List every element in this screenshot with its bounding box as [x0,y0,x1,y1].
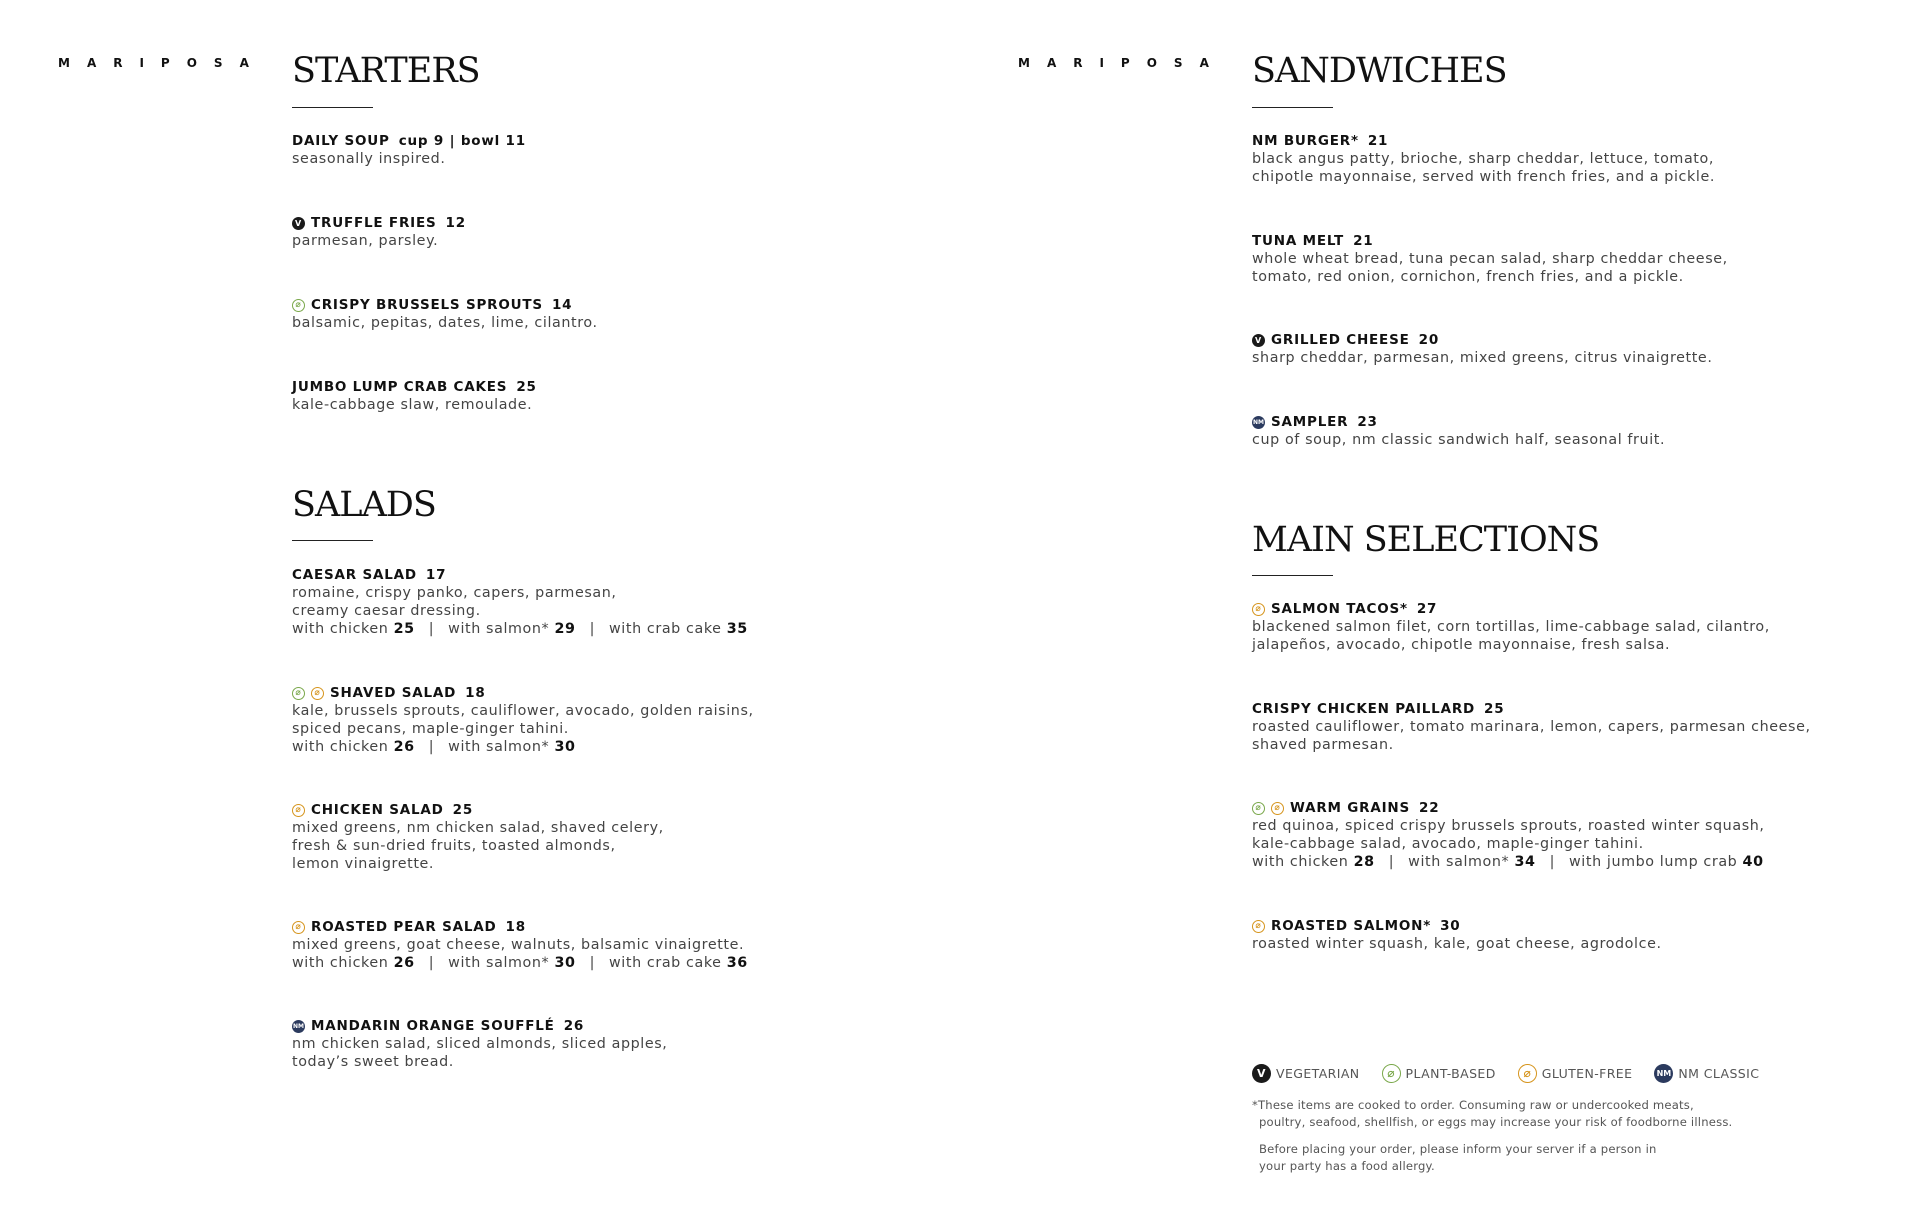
item-name: TRUFFLE FRIES [311,215,437,231]
addon-price: 36 [726,955,748,971]
item-description: chipotle mayonnaise, served with french fries, and a pickle. [1252,169,1715,185]
menu-item-daily-soup [292,132,932,168]
menu-item-grilled-cheese [1252,331,1892,367]
item-addons [292,954,932,972]
legend-nm-classic [1654,1064,1759,1083]
vegetarian-icon: V [1252,1064,1271,1083]
gluten-free-icon: ⌀ [311,687,324,700]
section-divider [1252,107,1333,108]
legend-vegetarian [1252,1064,1360,1083]
item-name: NM BURGER* [1252,133,1359,149]
item-description: mixed greens, nm chicken salad, shaved celery, [292,820,664,836]
item-price: 18 [505,919,526,935]
legend-label: GLUTEN-FREE [1541,1066,1633,1081]
item-price: 27 [1416,601,1438,617]
item-name: TUNA MELT [1252,233,1345,249]
addon-separator: | [1549,854,1555,870]
allergy-line: your party has a food allergy. [1259,1159,1435,1173]
item-description: lemon vinaigrette. [292,856,435,872]
item-name: CRISPY BRUSSELS SPROUTS [311,297,543,313]
nm-classic-icon: NM [292,1020,305,1033]
item-description: romaine, crispy panko, capers, parmesan, [292,585,617,601]
item-name: DAILY SOUP [292,133,390,149]
addon-separator: | [1388,854,1395,870]
item-name: ROASTED SALMON* [1271,918,1432,934]
item-description: parmesan, parsley. [292,233,439,249]
item-name: GRILLED CHEESE [1271,332,1410,348]
item-name: CHICKEN SALAD [311,802,444,818]
addon-price: 26 [393,955,415,971]
legend-plant-based [1382,1064,1496,1083]
item-description: nm chicken salad, sliced almonds, sliced apples, [292,1036,668,1052]
mariposa-logo: MARIPOSA [58,56,266,70]
item-price: 20 [1418,332,1440,348]
item-price: 25 [1484,701,1505,717]
allergy-line: Before placing your order, please inform your server if a person in [1259,1142,1657,1156]
item-description: kale, brussels sprouts, cauliflower, avocado, golden raisins, [292,703,754,719]
item-description: mixed greens, goat cheese, walnuts, balsamic vinaigrette. [292,937,745,953]
item-description: sharp cheddar, parmesan, mixed greens, citrus vinaigrette. [1252,350,1713,366]
section-title-main-selections: MAIN SELECTIONS [1252,520,1600,560]
gluten-free-icon: ⌀ [1271,802,1284,815]
addon-price: 35 [726,621,748,637]
gluten-free-icon: ⌀ [1252,920,1265,933]
item-description: cup of soup, nm classic sandwich half, seasonal fruit. [1252,432,1666,448]
item-addons [292,620,932,638]
menu-item-sampler [1252,413,1892,449]
section-divider [1252,575,1333,576]
item-addons [292,738,932,756]
item-description: shaved parmesan. [1252,737,1394,753]
item-price: 14 [551,297,573,313]
legend-gluten-free [1518,1064,1633,1083]
item-name: SAMPLER [1271,414,1349,430]
item-description: roasted cauliflower, tomato marinara, lemon, capers, parmesan cheese, [1252,719,1811,735]
item-name: WARM GRAINS [1290,800,1411,816]
nm-classic-icon: NM [1654,1064,1673,1083]
addon-separator: | [428,739,435,755]
item-description: today’s sweet bread. [292,1054,454,1070]
item-description: black angus patty, brioche, sharp cheddar, lettuce, tomato, [1252,151,1715,167]
gluten-free-icon: ⌀ [292,921,305,934]
addon-price: 25 [393,621,415,637]
addon-label: with salmon* [448,739,550,755]
item-price: 21 [1367,133,1389,149]
menu-item-roasted-salmon [1252,917,1892,953]
raw-food-advisory [1252,1097,1812,1131]
item-description: red quinoa, spiced crispy brussels sprouts, roasted winter squash, [1252,818,1765,834]
addon-separator: | [589,955,595,971]
item-name: SHAVED SALAD [330,685,457,701]
addon-price: 40 [1742,854,1764,870]
legend-label: VEGETARIAN [1276,1066,1360,1081]
section-divider [292,107,373,108]
item-name: JUMBO LUMP CRAB CAKES [292,379,508,395]
plant-based-icon: ⌀ [1382,1064,1401,1083]
addon-separator: | [428,621,435,637]
item-description: seasonally inspired. [292,151,446,167]
menu-item-jumbo-lump-crab-cakes [292,378,932,414]
dietary-legend [1252,1064,1781,1083]
item-description: tomato, red onion, cornichon, french fries, and a pickle. [1252,269,1684,285]
menu-item-crispy-chicken-paillard [1252,700,1892,754]
item-description: kale-cabbage salad, avocado, maple-ginger tahini. [1252,836,1644,852]
advisory-line: *These items are cooked to order. Consuming raw or undercooked meats, [1252,1098,1694,1112]
nm-classic-icon: NM [1252,416,1265,429]
item-description: roasted winter squash, kale, goat cheese, agrodolce. [1252,936,1662,952]
menu-item-truffle-fries [292,214,932,250]
addon-price: 26 [393,739,415,755]
item-name: ROASTED PEAR SALAD [311,919,497,935]
menu-item-chicken-salad [292,801,932,873]
addon-price: 34 [1514,854,1536,870]
addon-label: with salmon* [448,955,550,971]
legend-label: PLANT-BASED [1405,1066,1496,1081]
addon-label: with chicken [292,621,389,637]
addon-price: 29 [554,621,576,637]
section-title-sandwiches: SANDWICHES [1252,51,1507,91]
addon-price: 30 [554,739,576,755]
item-name: SALMON TACOS* [1271,601,1408,617]
addon-label: with jumbo lump crab [1569,854,1738,870]
menu-item-caesar-salad [292,566,932,638]
addon-label: with salmon* [448,621,550,637]
vegetarian-icon: V [1252,334,1265,347]
item-description: balsamic, pepitas, dates, lime, cilantro. [292,315,598,331]
addon-label: with salmon* [1408,854,1510,870]
addon-label: with chicken [1252,854,1349,870]
section-title-salads: SALADS [292,485,436,525]
addon-label: with chicken [292,739,389,755]
item-price: 17 [425,567,447,583]
item-description: kale-cabbage slaw, remoulade. [292,397,533,413]
allergy-notice [1252,1141,1812,1175]
item-name: CAESAR SALAD [292,567,417,583]
gluten-free-icon: ⌀ [292,804,305,817]
item-price: 22 [1419,800,1440,816]
item-description: whole wheat bread, tuna pecan salad, sharp cheddar cheese, [1252,251,1728,267]
plant-based-icon: ⌀ [1252,802,1265,815]
addon-label: with crab cake [609,621,722,637]
plant-based-icon: ⌀ [292,299,305,312]
item-addons [1252,853,1892,871]
item-price: 23 [1357,414,1378,430]
addon-label: with crab cake [609,955,722,971]
menu-item-crispy-brussels-sprouts [292,296,932,332]
menu-item-warm-grains [1252,799,1892,871]
menu-item-nm-burger [1252,132,1892,186]
vegetarian-icon: V [292,217,305,230]
mariposa-logo: MARIPOSA [1018,56,1226,70]
menu-item-roasted-pear-salad [292,918,932,972]
item-price: 30 [1440,918,1461,934]
section-title-starters: STARTERS [292,51,480,91]
item-price: 25 [516,379,537,395]
item-price: 18 [465,685,486,701]
item-description: blackened salmon filet, corn tortillas, lime-cabbage salad, cilantro, [1252,619,1770,635]
menu-item-tuna-melt [1252,232,1892,286]
gluten-free-icon: ⌀ [1518,1064,1537,1083]
item-description: jalapeños, avocado, chipotle mayonnaise, fresh salsa. [1252,637,1671,653]
addon-label: with chicken [292,955,389,971]
item-price: 26 [563,1018,585,1034]
plant-based-icon: ⌀ [292,687,305,700]
gluten-free-icon: ⌀ [1252,603,1265,616]
item-description: spiced pecans, maple-ginger tahini. [292,721,569,737]
menu-item-shaved-salad [292,684,932,756]
advisory-line: poultry, seafood, shellfish, or eggs may increase your risk of foodborne illness. [1259,1115,1733,1129]
item-price: 12 [445,215,466,231]
item-description: creamy caesar dressing. [292,603,481,619]
menu-page-right [960,0,1920,1222]
item-description: fresh & sun-dried fruits, toasted almonds, [292,838,616,854]
addon-separator: | [589,621,595,637]
legend-label: NM CLASSIC [1678,1066,1760,1081]
menu-item-salmon-tacos [1252,600,1892,654]
item-name: CRISPY CHICKEN PAILLARD [1252,701,1476,717]
addon-separator: | [428,955,435,971]
addon-price: 30 [554,955,576,971]
menu-item-mandarin-orange-souffle [292,1017,932,1071]
item-name: MANDARIN ORANGE SOUFFLÉ [311,1018,555,1034]
section-divider [292,540,373,541]
item-price: 21 [1353,233,1374,249]
item-price: cup 9 | bowl 11 [398,133,526,149]
addon-price: 28 [1353,854,1375,870]
item-price: 25 [452,802,474,818]
